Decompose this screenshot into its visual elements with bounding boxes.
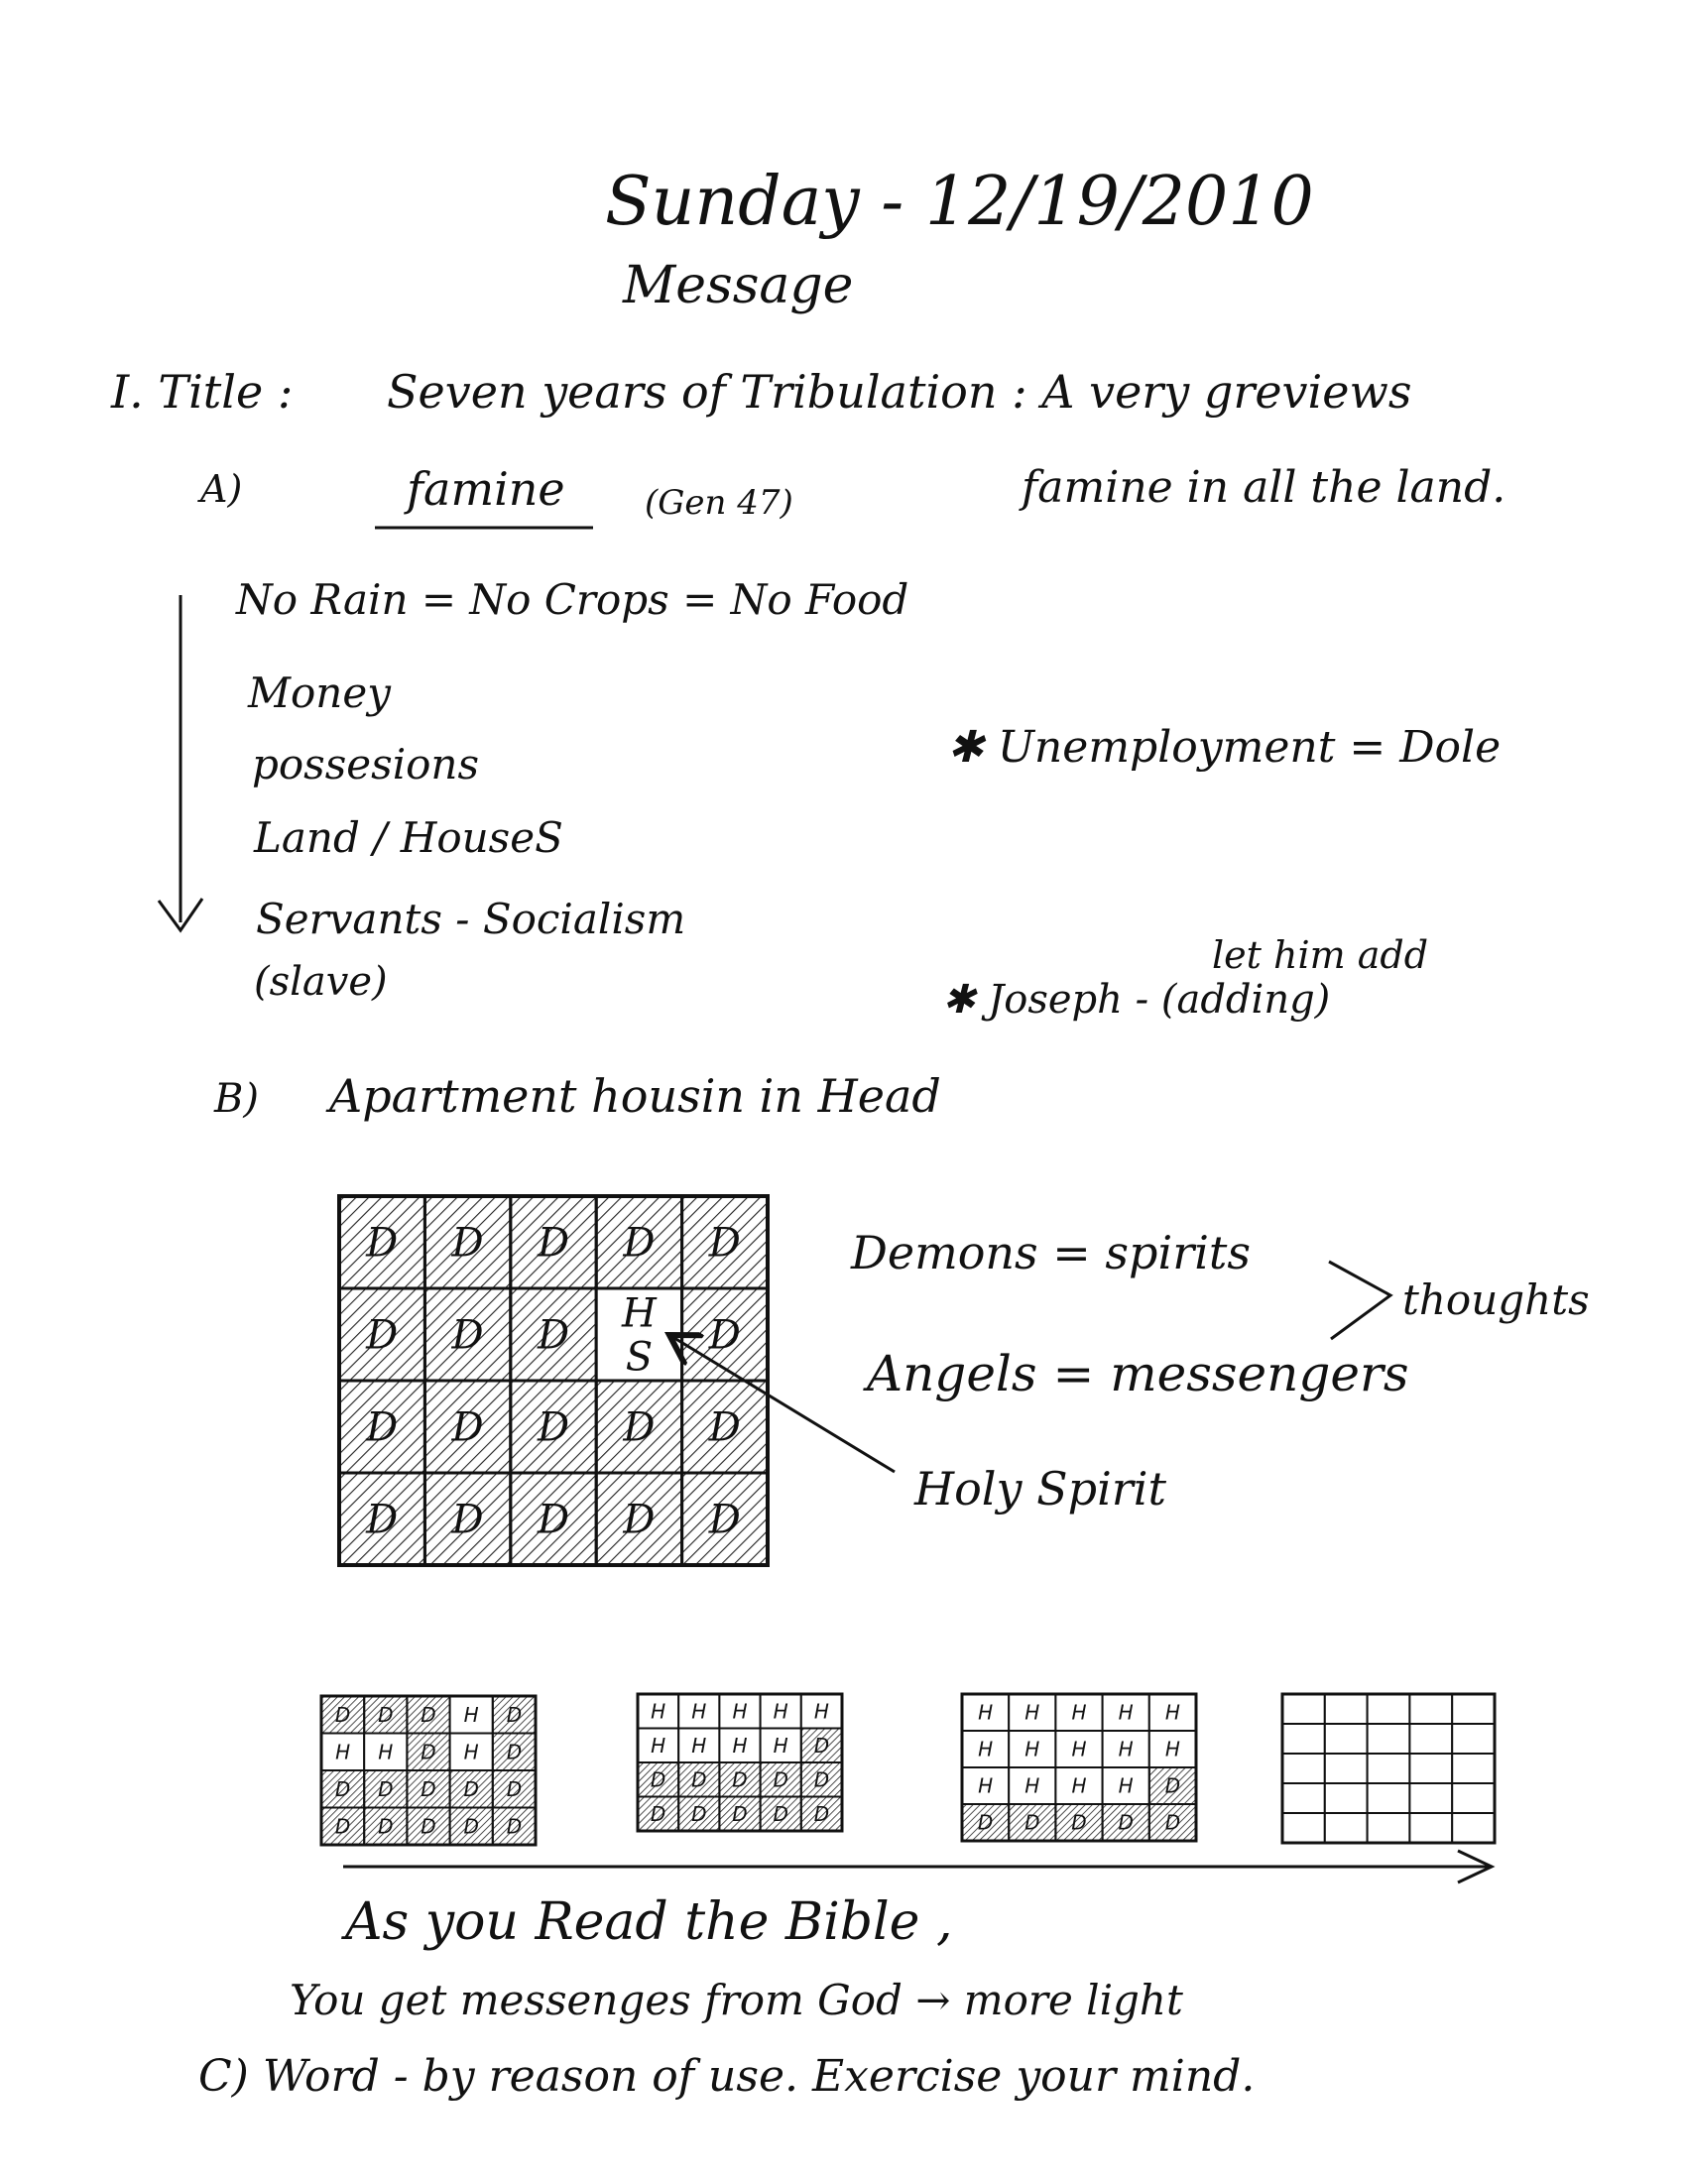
grid-cell-label: H — [1164, 1700, 1180, 1725]
grid-cell-label: D — [1071, 1810, 1087, 1835]
grid-cell-label: D — [813, 1767, 830, 1792]
grid-cell — [1325, 1754, 1368, 1783]
title-text: Seven years of Tribulation : A very greviews — [387, 365, 1412, 419]
chain-line: No Rain = No Crops = No Food — [236, 575, 909, 624]
grid-cell-label: D — [691, 1767, 707, 1792]
grid-cell-label: D — [1164, 1810, 1181, 1835]
grid-cell-label: D — [650, 1801, 666, 1826]
grid-cell — [1452, 1754, 1495, 1783]
grid-cell — [1368, 1813, 1410, 1843]
grid-cell-label: H — [1071, 1737, 1087, 1761]
grid-cell-label: H — [691, 1733, 707, 1758]
legend-demons: Demons = spirits — [851, 1226, 1251, 1279]
grid-cell-label: H — [1024, 1737, 1040, 1761]
grid-cell-label: D — [366, 1312, 399, 1359]
grid-cell-label: H — [773, 1699, 788, 1724]
note-joseph: ✱ Joseph - (adding) — [942, 977, 1331, 1023]
grid-cell-label: D — [773, 1801, 788, 1826]
note-joseph-above: let him add — [1212, 933, 1429, 977]
apartment-grid — [339, 1196, 768, 1565]
section-a-reference: (Gen 47) — [645, 483, 793, 523]
grid-cell-label: D — [451, 1312, 484, 1359]
grid-cell — [1282, 1813, 1325, 1843]
section-b-marker: B) — [214, 1076, 259, 1122]
grid-cell-label: D — [451, 1497, 484, 1543]
grid-cell-label: D — [506, 1776, 523, 1801]
grid-cell-label: D — [451, 1404, 484, 1451]
grid-cell-label: H — [978, 1737, 994, 1761]
grid-cell-label: H — [732, 1733, 748, 1758]
subtitle: Message — [623, 256, 854, 315]
list-item-money: Money — [248, 668, 391, 717]
grid-cell — [1282, 1754, 1325, 1783]
grid-cell-label: H — [1118, 1773, 1134, 1798]
grid-cell-label: D — [463, 1776, 479, 1801]
grid-cell-label: H — [732, 1699, 748, 1724]
grid-cell-label: D — [708, 1220, 741, 1267]
progression-grid-2 — [638, 1694, 842, 1831]
grid-cell-label: S — [625, 1334, 654, 1381]
grid-cell — [1368, 1694, 1410, 1724]
grid-cell-label: H — [773, 1733, 788, 1758]
grid-cell-label: H — [1024, 1773, 1040, 1798]
grid-cell-label: D — [691, 1801, 707, 1826]
grid-cell-label: H — [1071, 1773, 1087, 1798]
grid-cell-label: D — [1164, 1773, 1181, 1798]
grid-cell-label: D — [506, 1702, 523, 1727]
list-item-land-houses: Land / HouseS — [254, 813, 563, 862]
legend-thoughts: thoughts — [1402, 1275, 1590, 1324]
section-a-heading: famine — [407, 462, 565, 516]
grid-cell-label: H — [651, 1733, 666, 1758]
grid-cell — [1368, 1754, 1410, 1783]
grid-cell — [1409, 1813, 1452, 1843]
grid-cell-label: D — [708, 1497, 741, 1543]
section-a-marker: A) — [200, 467, 243, 511]
progression-grid-4-empty — [1282, 1694, 1495, 1843]
thoughts-bracket — [1329, 1262, 1390, 1339]
list-item-possessions: possesions — [252, 740, 480, 789]
grid-cell-label: D — [334, 1776, 351, 1801]
section-b-heading: Apartment housin in Head — [329, 1069, 941, 1123]
grid-cell-label: D — [463, 1814, 479, 1839]
grid-cell — [1409, 1754, 1452, 1783]
grid-cell — [1368, 1724, 1410, 1754]
grid-cell-label: D — [813, 1801, 830, 1826]
grid-cell-label: D — [421, 1740, 436, 1764]
grid-cell-label: D — [537, 1220, 570, 1267]
grid-cell-label: D — [1118, 1810, 1134, 1835]
grid-cell — [1452, 1724, 1495, 1754]
grid-cell-label: D — [813, 1733, 830, 1758]
grid-cell-label: D — [334, 1814, 351, 1839]
holy-spirit-label: Holy Spirit — [914, 1462, 1166, 1516]
grid-cell-label: H — [1024, 1700, 1040, 1725]
grid-cell-label: D — [506, 1814, 523, 1839]
grid-cell-label: H — [1118, 1737, 1134, 1761]
grid-cell — [1282, 1724, 1325, 1754]
grid-cell-label: D — [334, 1702, 351, 1727]
legend-angels: Angels = messengers — [867, 1345, 1409, 1402]
grid-cell-label: D — [537, 1497, 570, 1543]
grid-cell-label: D — [421, 1776, 436, 1801]
grid-cell-label: H — [463, 1702, 479, 1727]
grid-cell-label: H — [1071, 1700, 1087, 1725]
grid-cell — [1452, 1813, 1495, 1843]
grid-cell-label: H — [335, 1740, 351, 1764]
grid-cell-label: H — [1164, 1737, 1180, 1761]
grid-cell-label: D — [366, 1497, 399, 1543]
grid-cell-label: D — [366, 1404, 399, 1451]
grid-cell-label: H — [691, 1699, 707, 1724]
grid-cell — [1282, 1783, 1325, 1813]
grid-cell-label: D — [650, 1767, 666, 1792]
grid-cell-label: D — [537, 1312, 570, 1359]
list-item-slave: (slave) — [254, 959, 388, 1005]
grid-cell-label: D — [451, 1220, 484, 1267]
grid-cell-label: D — [366, 1220, 399, 1267]
grid-cell-label: D — [623, 1497, 656, 1543]
date-heading: Sunday - 12/19/2010 — [605, 163, 1314, 241]
caption-read-bible: As you Read the Bible , — [345, 1892, 953, 1952]
grid-cell — [1282, 1694, 1325, 1724]
grid-cell-label: D — [378, 1776, 394, 1801]
grid-cell-label: D — [977, 1810, 994, 1835]
grid-cell-label: H — [1118, 1700, 1134, 1725]
grid-cell-label: D — [773, 1767, 788, 1792]
grid-cell-label: D — [708, 1312, 741, 1359]
grid-cell-label: H — [463, 1740, 479, 1764]
grid-cell-label: H — [813, 1699, 829, 1724]
grid-cell — [1325, 1783, 1368, 1813]
grid-cell-label: H — [978, 1700, 994, 1725]
grid-cell — [1452, 1783, 1495, 1813]
progression-grid-3 — [962, 1694, 1196, 1841]
grid-cell-label: D — [421, 1702, 436, 1727]
grid-cell — [1409, 1694, 1452, 1724]
grid-cell — [1325, 1813, 1368, 1843]
grid-cell-label: H — [978, 1773, 994, 1798]
grid-cell-label: D — [378, 1702, 394, 1727]
grid-cell — [1452, 1694, 1495, 1724]
grid-cell-label: D — [623, 1220, 656, 1267]
grid-cell — [1325, 1724, 1368, 1754]
grid-cell — [1409, 1783, 1452, 1813]
caption-messages: You get messenges from God → more light — [290, 1976, 1183, 2024]
grid-cell-label: D — [421, 1814, 436, 1839]
grid-cell-label: D — [506, 1740, 523, 1764]
grid-cell-label: D — [623, 1404, 656, 1451]
grid-cell-label: D — [732, 1767, 748, 1792]
grid-cell-label: D — [378, 1814, 394, 1839]
grid-cell-label: D — [537, 1404, 570, 1451]
grid-cell — [1325, 1694, 1368, 1724]
grid-cell-label: H — [378, 1740, 394, 1764]
title-label: I. Title : — [111, 365, 294, 419]
section-c-line: C) Word - by reason of use. Exercise your mind. — [198, 2051, 1256, 2102]
grid-cell-label: H — [651, 1699, 666, 1724]
grid-cell-label: H — [621, 1290, 657, 1337]
title-continuation: famine in all the land. — [1022, 462, 1506, 513]
grid-cell-label: D — [732, 1801, 748, 1826]
grid-cell — [1409, 1724, 1452, 1754]
list-item-servants: Servants - Socialism — [256, 895, 686, 943]
note-unemployment: ✱ Unemployment = Dole — [947, 722, 1502, 773]
progression-grid-1 — [321, 1696, 536, 1845]
grid-cell-label: D — [708, 1404, 741, 1451]
grid-cell — [1368, 1783, 1410, 1813]
grid-cell-label: D — [1024, 1810, 1040, 1835]
